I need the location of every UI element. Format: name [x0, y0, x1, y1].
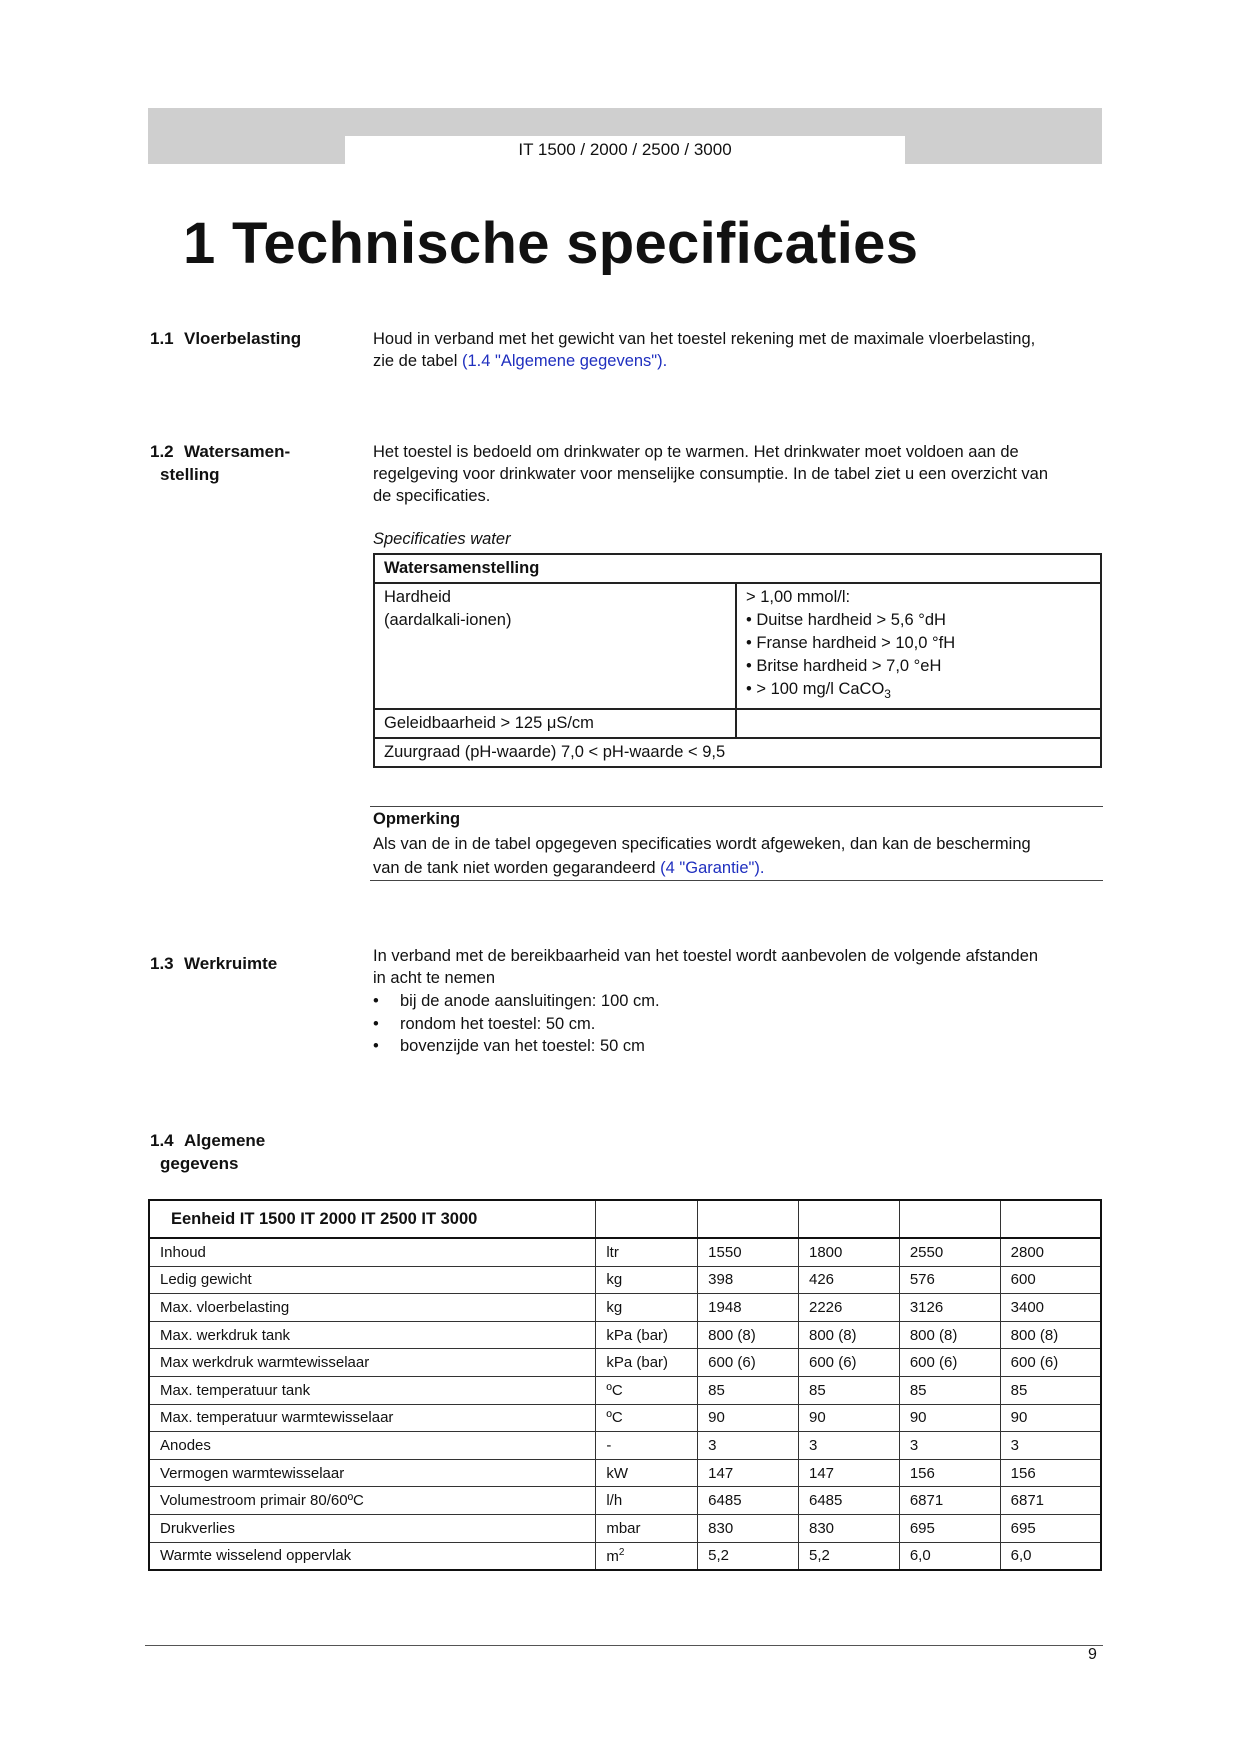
note-text — [373, 832, 1103, 880]
unit-cell: kg — [596, 1294, 698, 1322]
value-cell: 147 — [698, 1459, 799, 1487]
link-garantie[interactable]: (4 "Garantie"). — [660, 859, 765, 877]
water-table-header: Watersamenstelling — [374, 554, 1101, 583]
value-cell: 5,2 — [799, 1542, 900, 1570]
header-empty-cell — [1000, 1200, 1101, 1238]
section-title: Watersamen- — [184, 442, 291, 461]
row-label-cell: Max. temperatuur tank — [149, 1376, 596, 1404]
note-bottom-divider — [370, 880, 1103, 881]
value-cell: 830 — [698, 1514, 799, 1542]
section-title-cont: gegevens — [160, 1154, 239, 1173]
hardheid-label-cell — [374, 583, 736, 709]
section-number: 1.1 — [150, 329, 174, 348]
page-title: 1 Technische specificaties — [183, 211, 919, 276]
section-1-4-label — [150, 1129, 265, 1175]
value-cell: 90 — [1000, 1404, 1101, 1432]
value-cell: 6,0 — [1000, 1542, 1101, 1570]
value-cell: 2226 — [799, 1294, 900, 1322]
value-cell: 6,0 — [899, 1542, 1000, 1570]
value-cell: 695 — [1000, 1514, 1101, 1542]
value-cell: 85 — [1000, 1376, 1101, 1404]
water-spec-table — [373, 553, 1102, 768]
row-label-cell: Drukverlies — [149, 1514, 596, 1542]
value-cell: 6871 — [899, 1487, 1000, 1515]
section-1-2-text — [373, 441, 1103, 507]
value-cell: 2800 — [1000, 1238, 1101, 1266]
unit-cell: $m^2$ — [596, 1542, 698, 1570]
value-cell: 1550 — [698, 1238, 799, 1266]
row-label-cell: Ledig gewicht — [149, 1266, 596, 1294]
note-title: Opmerking — [373, 810, 461, 828]
value-cell: 600 (6) — [799, 1349, 900, 1377]
paragraph-line: Het toestel is bedoeld om drinkwater op te warmen. Het drinkwater moet voldoen aan de — [373, 443, 1019, 461]
row-label-cell: Volumestroom primair 80/60ºC — [149, 1487, 596, 1515]
hardheid-value: • Britse hardheid > 7,0 °eH — [746, 657, 942, 675]
value-cell: 800 (8) — [698, 1321, 799, 1349]
paragraph-line: In verband met de bereikbaarheid van het toestel wordt aanbevolen de volgende afstanden — [373, 947, 1039, 965]
unit-cell: ºC — [596, 1376, 698, 1404]
table-row — [149, 1376, 1101, 1404]
value-cell: 830 — [799, 1514, 900, 1542]
table-row — [149, 1266, 1101, 1294]
section-title: Vloerbelasting — [184, 329, 302, 348]
list-item: • rondom het toestel: 50 cm. — [373, 1013, 660, 1036]
hardheid-label: Hardheid — [384, 588, 451, 606]
spec-table-header: Eenheid IT 1500 IT 2000 IT 2500 IT 3000 — [149, 1200, 596, 1238]
hardheid-value: • Duitse hardheid > 5,6 °dH — [746, 611, 946, 629]
paragraph-line: in acht te nemen — [373, 969, 495, 987]
header-empty-cell — [698, 1200, 799, 1238]
section-1-1-label — [150, 327, 301, 350]
value-cell: 6871 — [1000, 1487, 1101, 1515]
value-cell: 1948 — [698, 1294, 799, 1322]
value-cell: 800 (8) — [899, 1321, 1000, 1349]
value-cell: 800 (8) — [1000, 1321, 1101, 1349]
table-row — [149, 1487, 1101, 1515]
header-empty-cell — [899, 1200, 1000, 1238]
table-row — [149, 1294, 1101, 1322]
table-row — [149, 1459, 1101, 1487]
unit-cell: - — [596, 1432, 698, 1460]
unit-cell: ltr — [596, 1238, 698, 1266]
row-label-cell: Max. vloerbelasting — [149, 1294, 596, 1322]
row-label-cell: Max. temperatuur warmtewisselaar — [149, 1404, 596, 1432]
section-1-1-text — [373, 328, 1103, 372]
page-number: 9 — [1088, 1646, 1097, 1663]
section-title: Werkruimte — [184, 954, 278, 973]
section-number: 1.2 — [150, 442, 174, 461]
row-label-cell: Inhoud — [149, 1238, 596, 1266]
link-algemene-gegevens[interactable]: (1.4 "Algemene gegevens"). — [461, 352, 668, 370]
row-label-cell: Max. werkdruk tank — [149, 1321, 596, 1349]
geleidbaarheid-cell: Geleidbaarheid > 125 μS/cm — [374, 709, 736, 738]
header-empty-cell — [799, 1200, 900, 1238]
hardheid-value: • Franse hardheid > 10,0 °fH — [746, 634, 956, 652]
hardheid-value: > 1,00 mmol/l: — [746, 588, 851, 606]
value-cell: 147 — [799, 1459, 900, 1487]
value-cell: 3400 — [1000, 1294, 1101, 1322]
hardheid-values-cell — [736, 583, 1101, 709]
unit-cell: mbar — [596, 1514, 698, 1542]
unit-cell: kPa (bar) — [596, 1321, 698, 1349]
value-cell: 3 — [799, 1432, 900, 1460]
value-cell: 426 — [799, 1266, 900, 1294]
row-label-cell: Anodes — [149, 1432, 596, 1460]
header-empty-cell — [596, 1200, 698, 1238]
value-cell: 600 (6) — [698, 1349, 799, 1377]
section-title-cont: stelling — [160, 465, 220, 484]
value-cell: 600 (6) — [899, 1349, 1000, 1377]
value-cell: 3 — [899, 1432, 1000, 1460]
unit-cell: l/h — [596, 1487, 698, 1515]
value-cell: 90 — [698, 1404, 799, 1432]
table-row — [149, 1321, 1101, 1349]
unit-cell: ºC — [596, 1404, 698, 1432]
section-number: 1.3 — [150, 954, 174, 973]
paragraph-line: de specificaties. — [373, 487, 491, 505]
row-label-cell: Vermogen warmtewisselaar — [149, 1459, 596, 1487]
general-data-table — [148, 1199, 1102, 1571]
table-row — [149, 1542, 1101, 1570]
list-item: • bovenzijde van het toestel: 50 cm — [373, 1035, 660, 1058]
table-row — [149, 1404, 1101, 1432]
list-item: • bij de anode aansluitingen: 100 cm. — [373, 990, 660, 1013]
werkruimte-list — [373, 990, 660, 1058]
note-line: van de tank niet worden gegarandeerd — [373, 859, 661, 877]
bullet-icon: • — [373, 1014, 379, 1033]
value-cell: 398 — [698, 1266, 799, 1294]
paragraph-line: Houd in verband met het gewicht van het toestel rekening met de maximale vloerbelasting, — [373, 330, 1036, 348]
value-cell: 3 — [1000, 1432, 1101, 1460]
bullet-icon: • — [373, 1037, 379, 1055]
table-caption: Specificaties water — [373, 530, 511, 548]
value-cell: 600 — [1000, 1266, 1101, 1294]
table-row — [149, 1238, 1101, 1266]
value-cell: 3 — [698, 1432, 799, 1460]
value-cell: 800 (8) — [799, 1321, 900, 1349]
value-cell: 3126 — [899, 1294, 1000, 1322]
value-cell: 85 — [799, 1376, 900, 1404]
section-1-3-label — [150, 952, 277, 975]
note-top-divider — [370, 806, 1103, 807]
unit-cell: kg — [596, 1266, 698, 1294]
value-cell: 156 — [1000, 1459, 1101, 1487]
value-cell: 90 — [899, 1404, 1000, 1432]
value-cell: 6485 — [698, 1487, 799, 1515]
unit-cell: kPa (bar) — [596, 1349, 698, 1377]
value-cell: 85 — [899, 1376, 1000, 1404]
section-number: 1.4 — [150, 1131, 174, 1150]
unit-cell: kW — [596, 1459, 698, 1487]
header-title: IT 1500 / 2000 / 2500 / 3000 — [518, 140, 732, 159]
hardheid-sublabel: (aardalkali-ionen) — [384, 611, 512, 629]
bullet-icon: • — [373, 992, 379, 1010]
value-cell: 600 (6) — [1000, 1349, 1101, 1377]
value-cell: 156 — [899, 1459, 1000, 1487]
paragraph-line: regelgeving voor drinkwater voor menselijke consumptie. In de tabel ziet u een overzicht van — [373, 465, 1049, 483]
value-cell: 576 — [899, 1266, 1000, 1294]
note-line: Als van de in de tabel opgegeven specificaties wordt afgeweken, dan kan de bescherming — [373, 835, 1031, 853]
table-row — [149, 1349, 1101, 1377]
section-title: Algemene — [184, 1131, 266, 1150]
paragraph-line: zie de tabel — [373, 352, 462, 370]
value-cell: 6485 — [799, 1487, 900, 1515]
value-cell: 90 — [799, 1404, 900, 1432]
zuurgraad-cell: Zuurgraad (pH-waarde) 7,0 < pH-waarde < 9,5 — [374, 738, 1101, 767]
footer-divider — [145, 1645, 1103, 1646]
hardheid-value: • > 100 mg/l CaCO$_3$ — [746, 680, 891, 701]
value-cell: 1800 — [799, 1238, 900, 1266]
section-1-3-text — [373, 945, 1103, 989]
section-1-2-label — [150, 440, 290, 486]
value-cell: 695 — [899, 1514, 1000, 1542]
value-cell: 5,2 — [698, 1542, 799, 1570]
row-label-cell: Warmte wisselend oppervlak — [149, 1542, 596, 1570]
table-row — [149, 1514, 1101, 1542]
value-cell: 85 — [698, 1376, 799, 1404]
empty-cell — [736, 709, 1101, 738]
table-row — [149, 1432, 1101, 1460]
row-label-cell: Max werkdruk warmtewisselaar — [149, 1349, 596, 1377]
value-cell: 2550 — [899, 1238, 1000, 1266]
